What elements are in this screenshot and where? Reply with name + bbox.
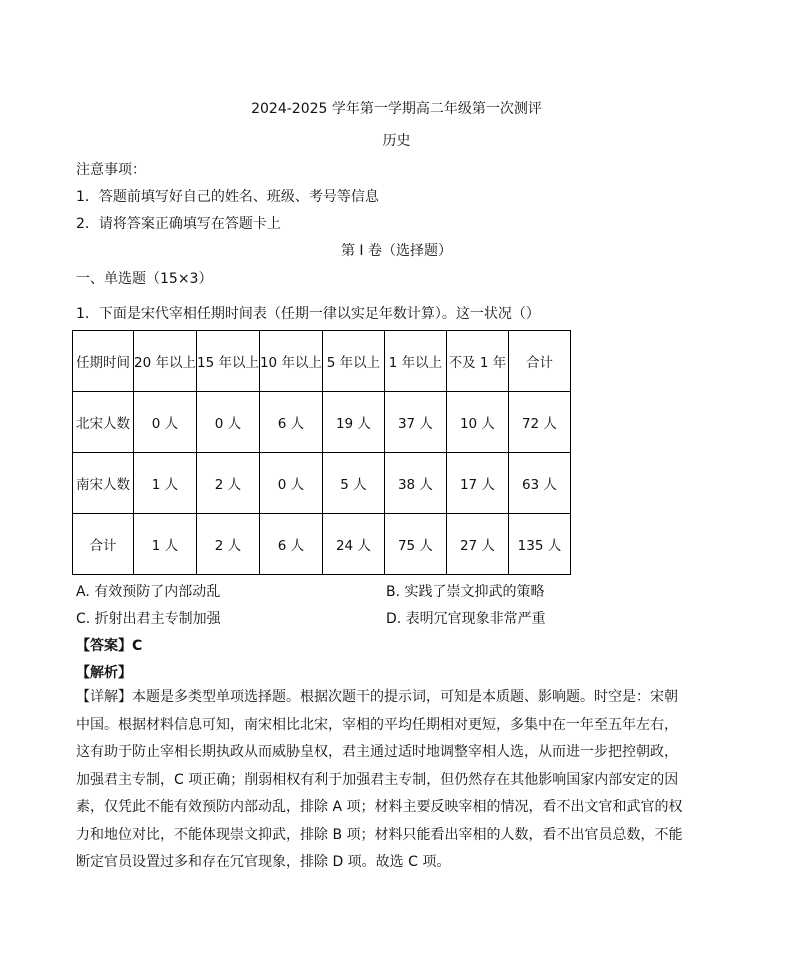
table-cell: 6 人 bbox=[259, 392, 322, 453]
table-cell: 0 人 bbox=[134, 392, 197, 453]
analysis-line: 这有助于防止宰相长期执政从而威胁皇权，君主通过适时地调整宰相人选，从而进一步把控朝政， bbox=[76, 744, 678, 760]
table-cell: 5 人 bbox=[322, 453, 384, 514]
analysis-line: 断定官员设置过多和存在冗官现象，排除 D 项。故选 C 项。 bbox=[76, 854, 451, 870]
table-header-cell: 5 年以上 bbox=[322, 331, 384, 392]
option-b: B. 实践了崇文抑武的策略 bbox=[386, 584, 545, 600]
analysis-label: 【解析】 bbox=[76, 665, 132, 681]
table-cell: 0 人 bbox=[259, 453, 322, 514]
table-header-cell: 10 年以上 bbox=[259, 331, 322, 392]
analysis-line: 力和地位对比，不能体现崇文抑武，排除 B 项；材料只能看出宰相的人数，看不出官员总数，不能 bbox=[76, 826, 683, 843]
table-cell: 38 人 bbox=[384, 453, 446, 514]
notice-heading: 注意事项： bbox=[76, 162, 146, 178]
table-cell: 135 人 bbox=[508, 514, 570, 575]
table-header-cell: 15 年以上 bbox=[196, 331, 259, 392]
table-cell: 1 人 bbox=[134, 453, 197, 514]
analysis-line: 中国。根据材料信息可知，南宋相比北宋，宰相的平均任期相对更短，多集中在一年至五年左右， bbox=[76, 716, 678, 733]
exam-title: 2024-2025 学年第一学期高二年级第一次测评 bbox=[251, 101, 542, 117]
table-header-cell: 不及 1 年 bbox=[446, 331, 508, 392]
table-cell: 24 人 bbox=[322, 514, 384, 575]
analysis-line: 加强君主专制，C 项正确；削弱相权有利于加强君主专制，但仍然存在其他影响国家内部安定的因 bbox=[76, 771, 679, 788]
notice-item-2: 2．请将答案正确填写在答题卡上 bbox=[76, 216, 281, 232]
table-header-row bbox=[73, 331, 571, 392]
notice-item-1: 1．答题前填写好自己的姓名、班级、考号等信息 bbox=[76, 189, 379, 205]
table-cell: 10 人 bbox=[446, 392, 508, 453]
analysis-paragraph bbox=[76, 684, 688, 877]
table-cell: 南宋人数 bbox=[73, 453, 134, 514]
table-cell: 19 人 bbox=[322, 392, 384, 453]
option-c: C. 折射出君主专制加强 bbox=[76, 611, 221, 627]
table-cell: 75 人 bbox=[384, 514, 446, 575]
table-cell: 27 人 bbox=[446, 514, 508, 575]
table-cell: 0 人 bbox=[196, 392, 259, 453]
table-row bbox=[73, 453, 571, 514]
table-cell: 2 人 bbox=[196, 514, 259, 575]
analysis-line: 素，仅凭此不能有效预防内部动乱，排除 A 项；材料主要反映宰相的情况，看不出文官和武官的权 bbox=[76, 799, 683, 815]
table-cell: 37 人 bbox=[384, 392, 446, 453]
section-title: 一、单选题（15×3） bbox=[76, 271, 213, 287]
option-d: D. 表明冗官现象非常严重 bbox=[386, 611, 546, 627]
analysis-line: 【详解】本题是多类型单项选择题。根据次题干的提示词，可知是本质题、影响题。时空是：宋朝 bbox=[76, 689, 678, 705]
table-cell: 17 人 bbox=[446, 453, 508, 514]
table-cell: 72 人 bbox=[508, 392, 570, 453]
subject-title: 历史 bbox=[382, 133, 411, 149]
term-table bbox=[72, 330, 571, 575]
table-cell: 1 人 bbox=[134, 514, 197, 575]
table-header-cell: 任期时间 bbox=[73, 331, 134, 392]
table-cell: 6 人 bbox=[259, 514, 322, 575]
answer-label: 【答案】C bbox=[76, 638, 143, 654]
table-header-cell: 1 年以上 bbox=[384, 331, 446, 392]
table-cell: 北宋人数 bbox=[73, 392, 134, 453]
table-cell: 63 人 bbox=[508, 453, 570, 514]
volume-title: 第 I 卷（选择题） bbox=[340, 243, 453, 259]
table-row bbox=[73, 514, 571, 575]
question-stem: 1．下面是宋代宰相任期时间表（任期一律以实足年数计算）。这一状况（） bbox=[76, 306, 540, 322]
table-cell: 合计 bbox=[73, 514, 134, 575]
option-a: A. 有效预防了内部动乱 bbox=[76, 584, 221, 600]
table-header-cell: 合计 bbox=[508, 331, 570, 392]
table-row bbox=[73, 392, 571, 453]
table-header-cell: 20 年以上 bbox=[134, 331, 197, 392]
table-cell: 2 人 bbox=[196, 453, 259, 514]
